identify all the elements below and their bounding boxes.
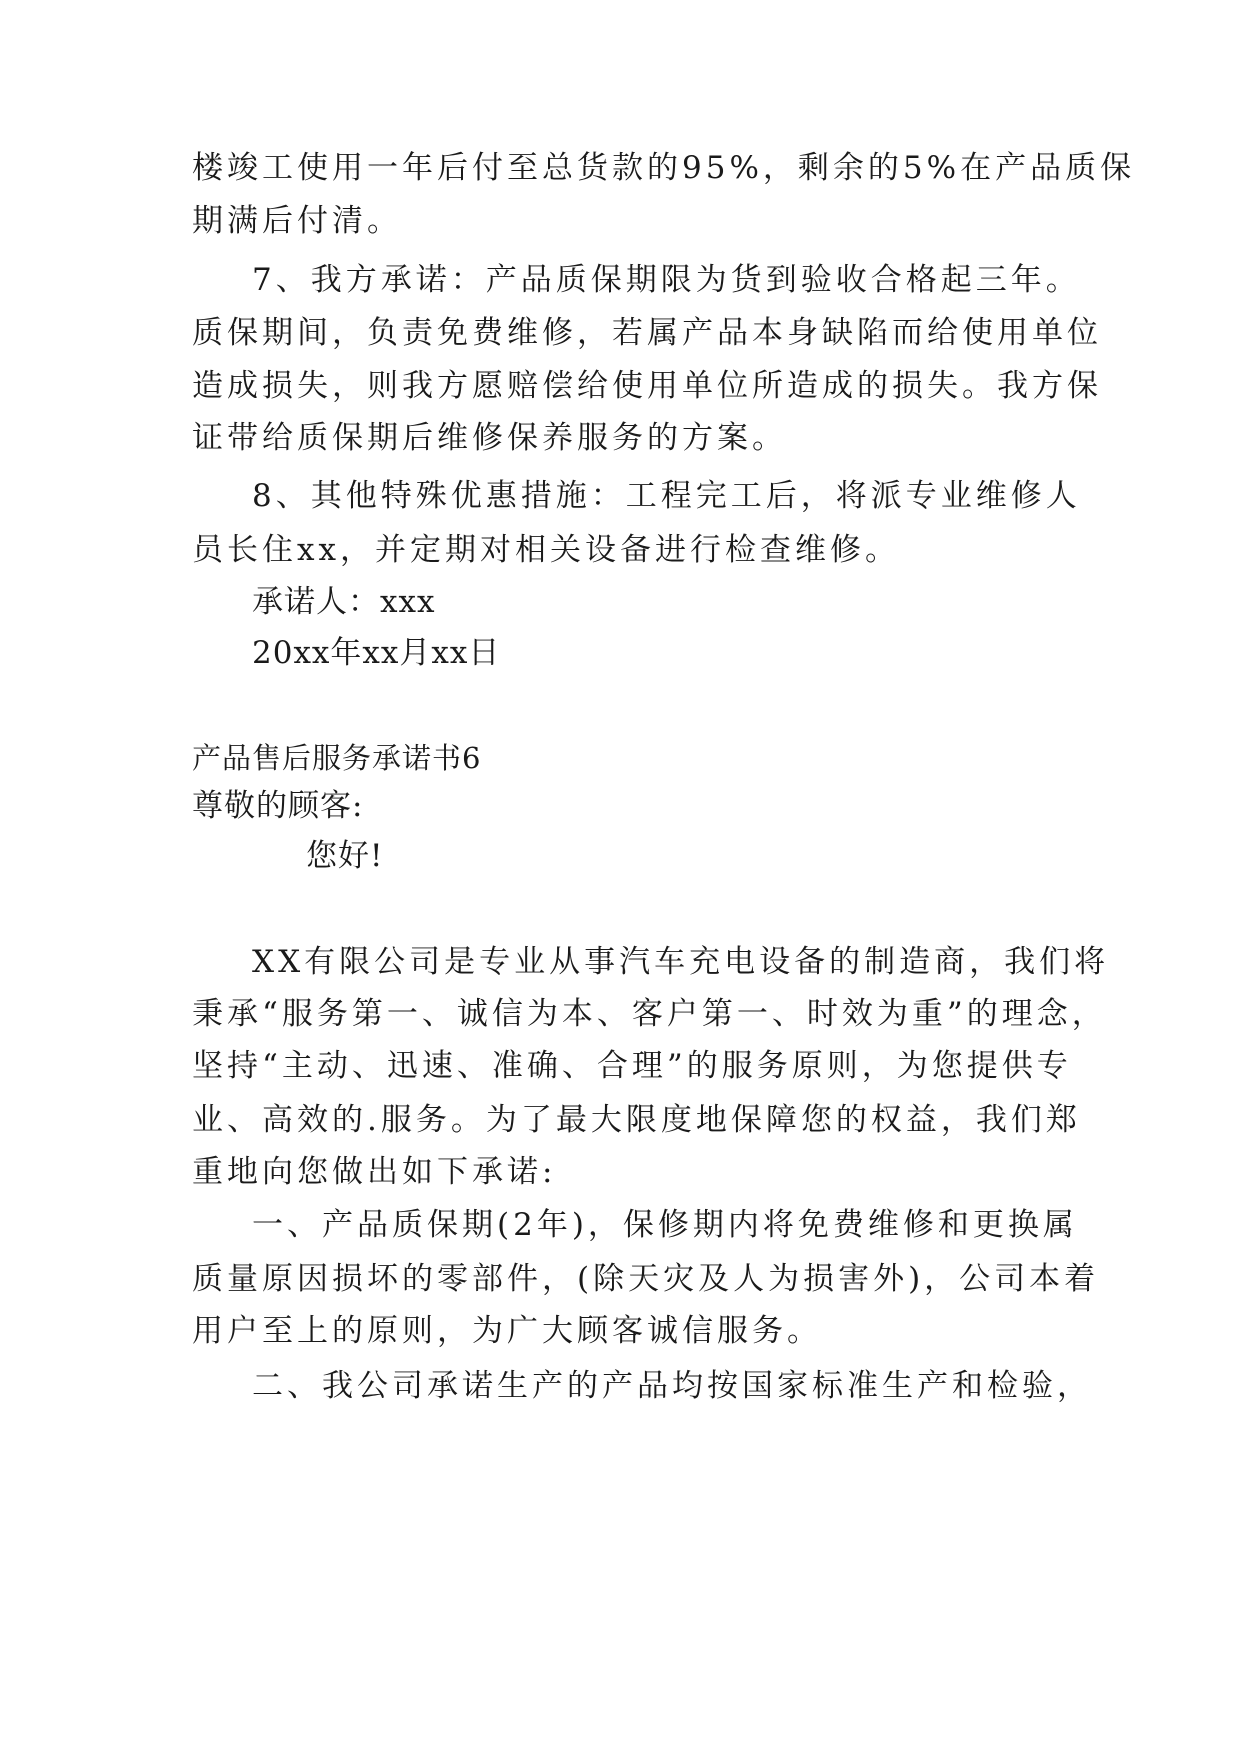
paragraph-line: 质保期间，负责免费维修，若属产品本身缺陷而给使用单位	[192, 315, 1102, 351]
section-title: 产品售后服务承诺书6	[192, 741, 482, 775]
salutation: 尊敬的顾客:	[192, 788, 364, 824]
paragraph-line: 楼竣工使用一年后付至总货款的95%，剩余的5%在产品质保	[192, 150, 1136, 186]
date-line: 20xx年xx月xx日	[252, 635, 501, 671]
paragraph-line: 一、产品质保期(2年)，保修期内将免费维修和更换属	[252, 1207, 1078, 1243]
paragraph-line: 7、我方承诺：产品质保期限为货到验收合格起三年。	[252, 262, 1081, 298]
paragraph-line: 用户至上的原则，为广大顾客诚信服务。	[192, 1313, 822, 1349]
paragraph-line: 坚持“主动、迅速、准确、合理”的服务原则，为您提供专	[192, 1048, 1072, 1084]
paragraph-line: 业、高效的.服务。为了最大限度地保障您的权益，我们郑	[192, 1102, 1081, 1138]
paragraph-line: 8、其他特殊优惠措施：工程完工后，将派专业维修人	[252, 478, 1081, 514]
paragraph-line: XX有限公司是专业从事汽车充电设备的制造商，我们将	[252, 944, 1110, 980]
paragraph-line: 质量原因损坏的零部件，(除天灾及人为损害外)，公司本着	[192, 1261, 1100, 1297]
paragraph-line: 员长住xx，并定期对相关设备进行检查维修。	[192, 532, 900, 568]
greeting: 您好!	[306, 838, 384, 874]
paragraph-line: 期满后付清。	[192, 203, 402, 239]
paragraph-line: 证带给质保期后维修保养服务的方案。	[192, 420, 787, 456]
paragraph-line: 秉承“服务第一、诚信为本、客户第一、时效为重”的理念，	[192, 996, 1107, 1032]
paragraph-line: 重地向您做出如下承诺:	[192, 1154, 557, 1190]
signer-line: 承诺人：xxx	[252, 584, 436, 620]
paragraph-line: 造成损失，则我方愿赔偿给使用单位所造成的损失。我方保	[192, 368, 1102, 404]
paragraph-line: 二、我公司承诺生产的产品均按国家标准生产和检验，	[252, 1368, 1092, 1404]
